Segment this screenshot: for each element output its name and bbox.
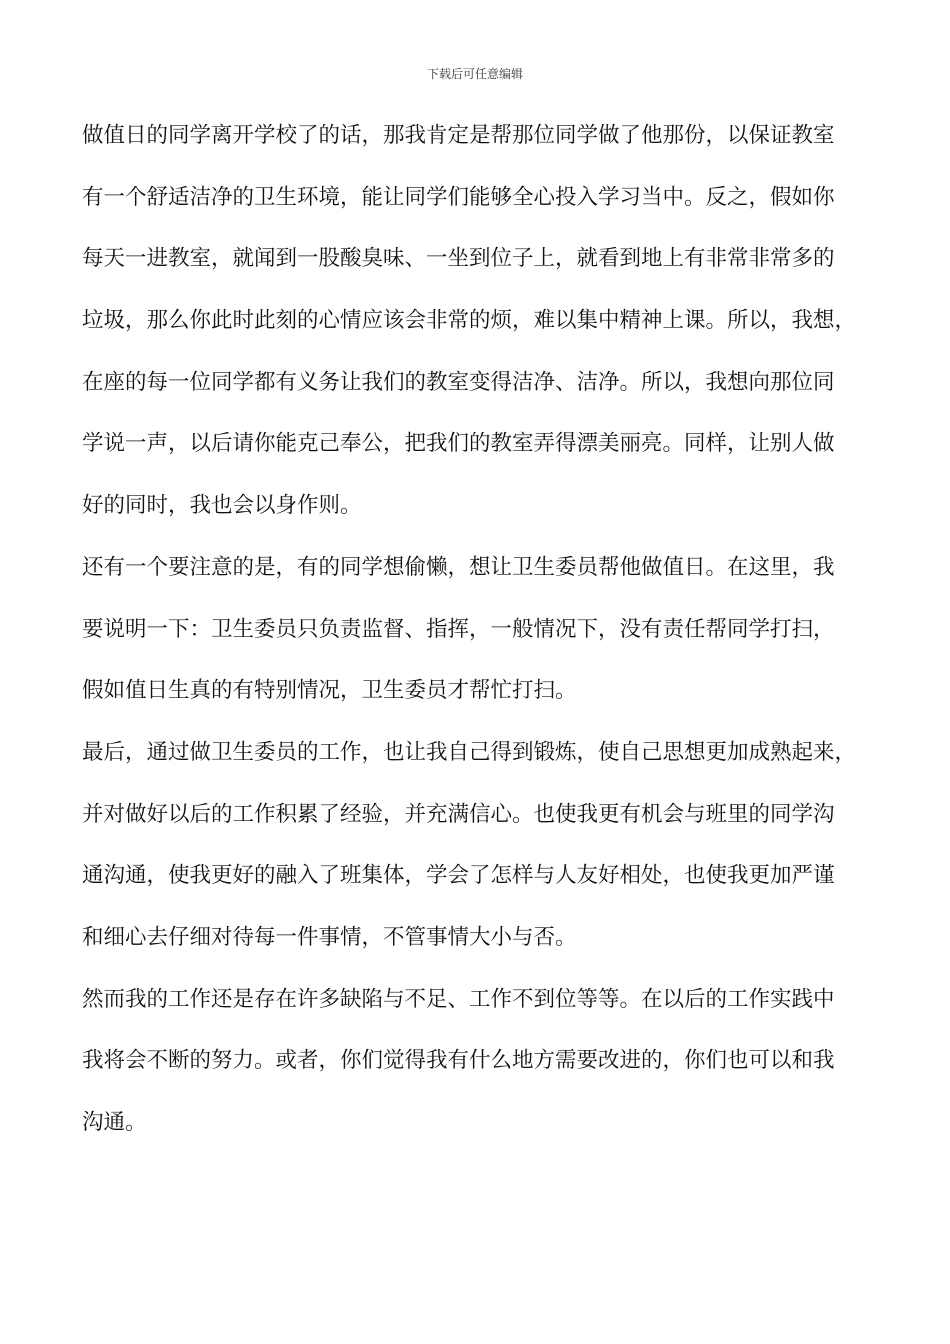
- text-line: 垃圾，那么你此时此刻的心情应该会非常的烦，难以集中精神上课。所以，我想，: [82, 308, 857, 334]
- document-body: [82, 118, 882, 1167]
- text-line: 每天一进教室，就闻到一股酸臭味、一坐到位子上，就看到地上有非常非常多的: [82, 246, 835, 272]
- text-line: 要说明一下：卫生委员只负责监督、指挥，一般情况下，没有责任帮同学打扫，: [82, 616, 835, 642]
- text-line: 有一个舒适洁净的卫生环境，能让同学们能够全心投入学习当中。反之，假如你: [82, 184, 835, 210]
- text-line: 然而我的工作还是存在许多缺陷与不足、工作不到位等等。在以后的工作实践中: [82, 986, 835, 1012]
- text-line: 最后，通过做卫生委员的工作，也让我自己得到锻炼，使自己思想更加成熟起来，: [82, 739, 857, 765]
- page-header: 下载后可任意编辑: [426, 67, 523, 81]
- text-line: 在座的每一位同学都有义务让我们的教室变得洁净、洁净。所以，我想向那位同: [82, 369, 835, 395]
- text-line: 还有一个要注意的是，有的同学想偷懒，想让卫生委员帮他做值日。在这里，我: [82, 554, 835, 580]
- text-line: 好的同时，我也会以身作则。: [82, 493, 362, 519]
- text-line: 和细心去仔细对待每一件事情，不管事情大小与否。: [82, 924, 577, 950]
- text-line: 做值日的同学离开学校了的话，那我肯定是帮那位同学做了他那份，以保证教室: [82, 123, 835, 148]
- text-line: 通沟通，使我更好的融入了班集体，学会了怎样与人友好相处，也使我更加严谨: [82, 863, 835, 889]
- text-line: 假如值日生真的有特别情况，卫生委员才帮忙打扫。: [82, 678, 577, 704]
- text-line: 学说一声，以后请你能克己奉公，把我们的教室弄得漂美丽亮。同样，让别人做: [82, 431, 835, 457]
- text-line: 并对做好以后的工作积累了经验，并充满信心。也使我更有机会与班里的同学沟: [82, 801, 835, 827]
- text-line: 我将会不断的努力。或者，你们觉得我有什么地方需要改进的，你们也可以和我: [82, 1048, 835, 1074]
- text-line: 沟通。: [82, 1110, 147, 1135]
